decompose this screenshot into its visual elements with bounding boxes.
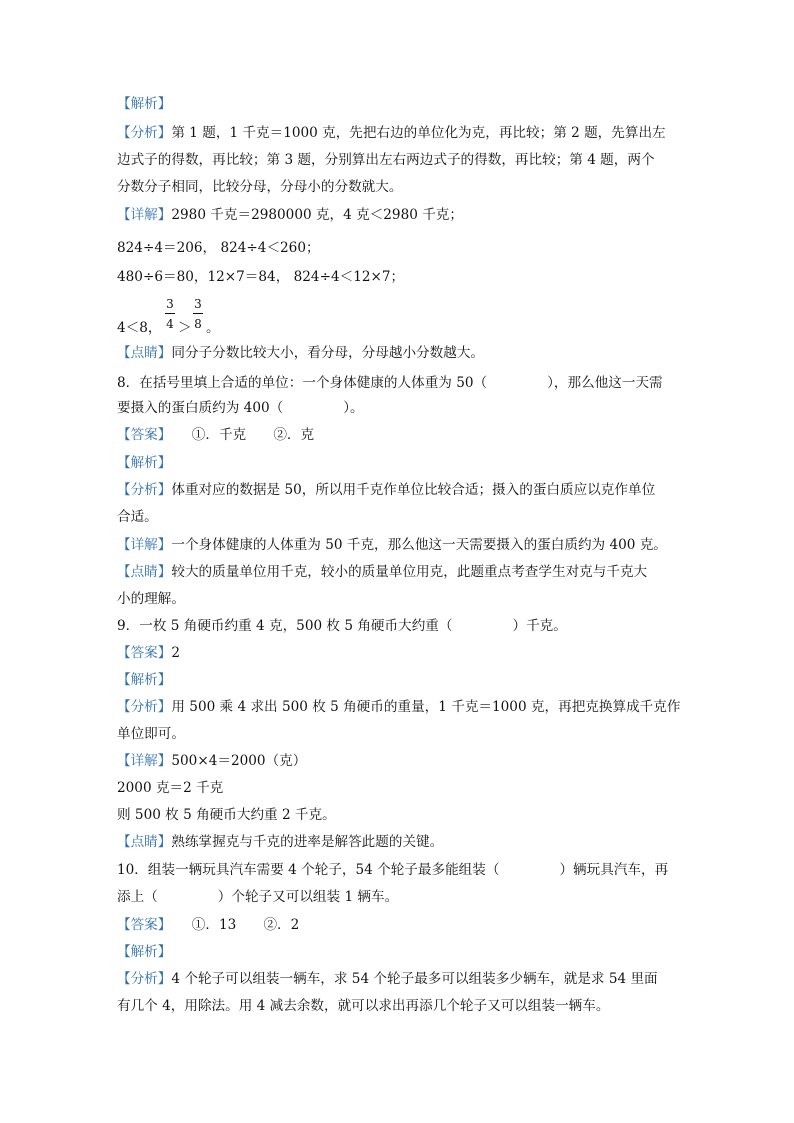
detail-line: 【详解】一个身体健康的人体重为 50 千克，那么他这一天需要摄入的蛋白质约为 400 克。 bbox=[117, 537, 667, 553]
analysis-line: 单位即可。 bbox=[117, 726, 185, 742]
analysis-heading: 【解析】 bbox=[117, 672, 172, 688]
analysis-line: 【分析】用 500 乘 4 求出 500 枚 5 角硬币的重量，1 千克＝1000 克，再把克换算成千克作 bbox=[117, 699, 681, 715]
analysis-heading: 【解析】 bbox=[117, 944, 172, 960]
greater-than-sign: ＞ bbox=[178, 320, 192, 336]
fraction-line-end: 。 bbox=[206, 320, 220, 336]
analysis-line: 分数分子相同，比较分母，分母小的分数就大。 bbox=[117, 179, 403, 195]
question-10-cont: 添上（ ）个轮子又可以组装 1 辆车。 bbox=[117, 889, 399, 905]
analysis-line: 【分析】体重对应的数据是 50，所以用千克作单位比较合适；摄入的蛋白质应以克作单位 bbox=[117, 482, 656, 498]
detail-line: 2000 克＝2 千克 bbox=[117, 780, 224, 796]
analysis-heading: 【解析】 bbox=[117, 455, 172, 471]
fraction-1-bar bbox=[165, 313, 175, 314]
key-point-line: 【点睛】较大的质量单位用千克，较小的质量单位用克，此题重点考查学生对克与千克大 bbox=[117, 564, 648, 580]
answer-line: 【答案】 ①．千克 ②．克 bbox=[117, 427, 315, 443]
detail-line: 480÷6＝80，12×7＝84， 824÷4＜12×7； bbox=[117, 269, 405, 285]
analysis-line: 有几个 4，用除法。用 4 减去余数，就可以求出再添几个轮子又可以组装一辆车。 bbox=[117, 998, 610, 1014]
detail-line: 824÷4＝206， 824÷4＜260； bbox=[117, 240, 320, 256]
fraction-2-bar bbox=[193, 313, 203, 314]
analysis-line: 【分析】4 个轮子可以组装一辆车，求 54 个轮子最多可以组装多少辆车，就是求 54 里面 bbox=[117, 971, 658, 987]
answer-line: 【答案】 ①．13 ②．2 bbox=[117, 917, 300, 933]
fraction-1-numerator: 3 bbox=[166, 297, 174, 311]
fraction-1-denominator: 4 bbox=[166, 317, 174, 331]
fraction-2-numerator: 3 bbox=[194, 297, 202, 311]
analysis-line: 合适。 bbox=[117, 509, 158, 525]
question-10: 10．组装一辆玩具汽车需要 4 个轮子，54 个轮子最多能组装（ ）辆玩具汽车，再 bbox=[117, 862, 669, 878]
question-8: 8．在括号里填上合适的单位：一个身体健康的人体重为 50（ ），那么他这一天需 bbox=[117, 375, 663, 391]
fraction-compare-line: 4＜8， bbox=[117, 320, 162, 336]
question-9: 9．一枚 5 角硬币约重 4 克，500 枚 5 角硬币大约重（ ）千克。 bbox=[117, 618, 567, 634]
detail-line: 【详解】2980 千克＝2980000 克，4 克＜2980 千克； bbox=[117, 207, 463, 223]
key-point-line: 【点睛】同分子分数比较大小，看分母，分母越小分数越大。 bbox=[117, 345, 485, 361]
fraction-2-denominator: 8 bbox=[194, 317, 202, 331]
detail-line: 【详解】500×4＝2000（克） bbox=[117, 753, 307, 769]
key-point-line: 【点睛】熟练掌握克与千克的进率是解答此题的关键。 bbox=[117, 834, 444, 850]
analysis-line: 边式子的得数，再比较；第 3 题，分别算出左右两边式子的得数，再比较；第 4 题，两个 bbox=[117, 152, 655, 168]
question-8-cont: 要摄入的蛋白质约为 400（ ）。 bbox=[117, 400, 364, 416]
answer-line: 【答案】2 bbox=[117, 645, 181, 661]
analysis-line: 【分析】第 1 题，1 千克＝1000 克，先把右边的单位化为克，再比较；第 2 题，先算出左 bbox=[117, 125, 666, 141]
key-point-line: 小的理解。 bbox=[117, 591, 185, 607]
analysis-heading: 【解析】 bbox=[117, 96, 172, 112]
detail-line: 则 500 枚 5 角硬币大约重 2 千克。 bbox=[117, 807, 336, 823]
